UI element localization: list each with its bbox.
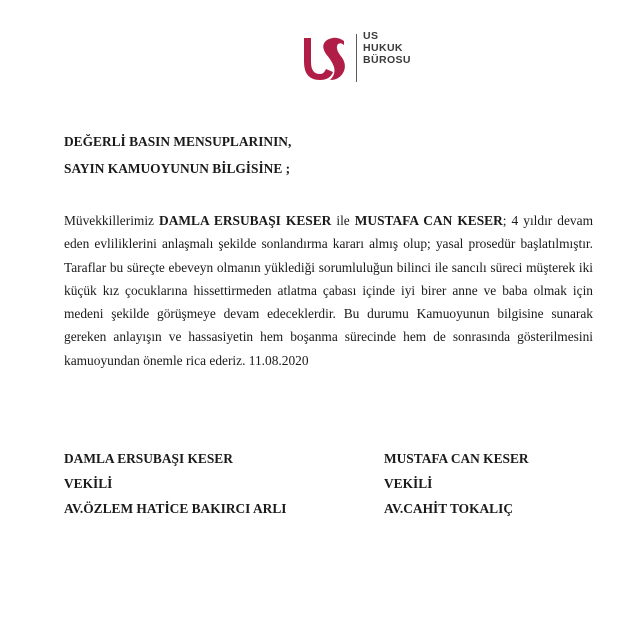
law-firm-logo (300, 30, 411, 82)
logo-line-hukuk: HUKUK (363, 42, 403, 54)
logo-divider (356, 34, 357, 82)
logo-wordmark (363, 30, 411, 66)
heading-line-2: SAYIN KAMUOYUNUN BİLGİSİNE ; (64, 161, 291, 176)
signature-left-name: DAMLA ERSUBAŞI KESER (64, 451, 233, 466)
statement-text-3: ; 4 yıldır devam eden evliliklerini anlaşmalı şekilde sonlandırma kararı almış olup; yasal prosedür başlatılmıştır. Taraflar bu süreçte ebeveyn olmanın yüklediği sorumluluğun bilinci ile sancılı süreci müşterek iki küçük kız çocuklarına hissettirmeden atlatma çabası içinde iyi birer anne ve baba olmak için medeni şekilde görüşmeye devam edeceklerdir. Bu durumu Kamuoyunun bilgisine sunarak gereken anlayışın ve hassasiyetin hem boşanma sürecinde hem de sonrasında gösterilmesini kamuoyundan önemle rica ederiz. 11.08.2020 (64, 213, 593, 368)
signature-left-role: VEKİLİ (64, 476, 113, 491)
logo-line-us: US (363, 30, 379, 42)
signature-left-lawyer: AV.ÖZLEM HATİCE BAKIRCI ARLI (64, 501, 287, 516)
signature-right-name: MUSTAFA CAN KESER (384, 451, 529, 466)
statement-text-2: ile (331, 213, 355, 228)
statement-text-1: Müvekkillerimiz (64, 213, 160, 228)
heading-line-1: DEĞERLİ BASIN MENSUPLARININ, (64, 134, 292, 149)
signature-block-right (384, 446, 529, 521)
signature-right-role: VEKİLİ (384, 476, 433, 491)
client-name-1: DAMLA ERSUBAŞI KESER (159, 213, 332, 228)
statement-paragraph (64, 209, 593, 372)
address-heading (64, 128, 291, 182)
logo-line-burosu: BÜROSU (363, 54, 411, 66)
signature-right-lawyer: AV.CAHİT TOKALIÇ (384, 501, 513, 516)
signature-block-left (64, 446, 287, 521)
us-monogram-icon (300, 36, 350, 82)
client-name-2: MUSTAFA CAN KESER (354, 213, 503, 228)
